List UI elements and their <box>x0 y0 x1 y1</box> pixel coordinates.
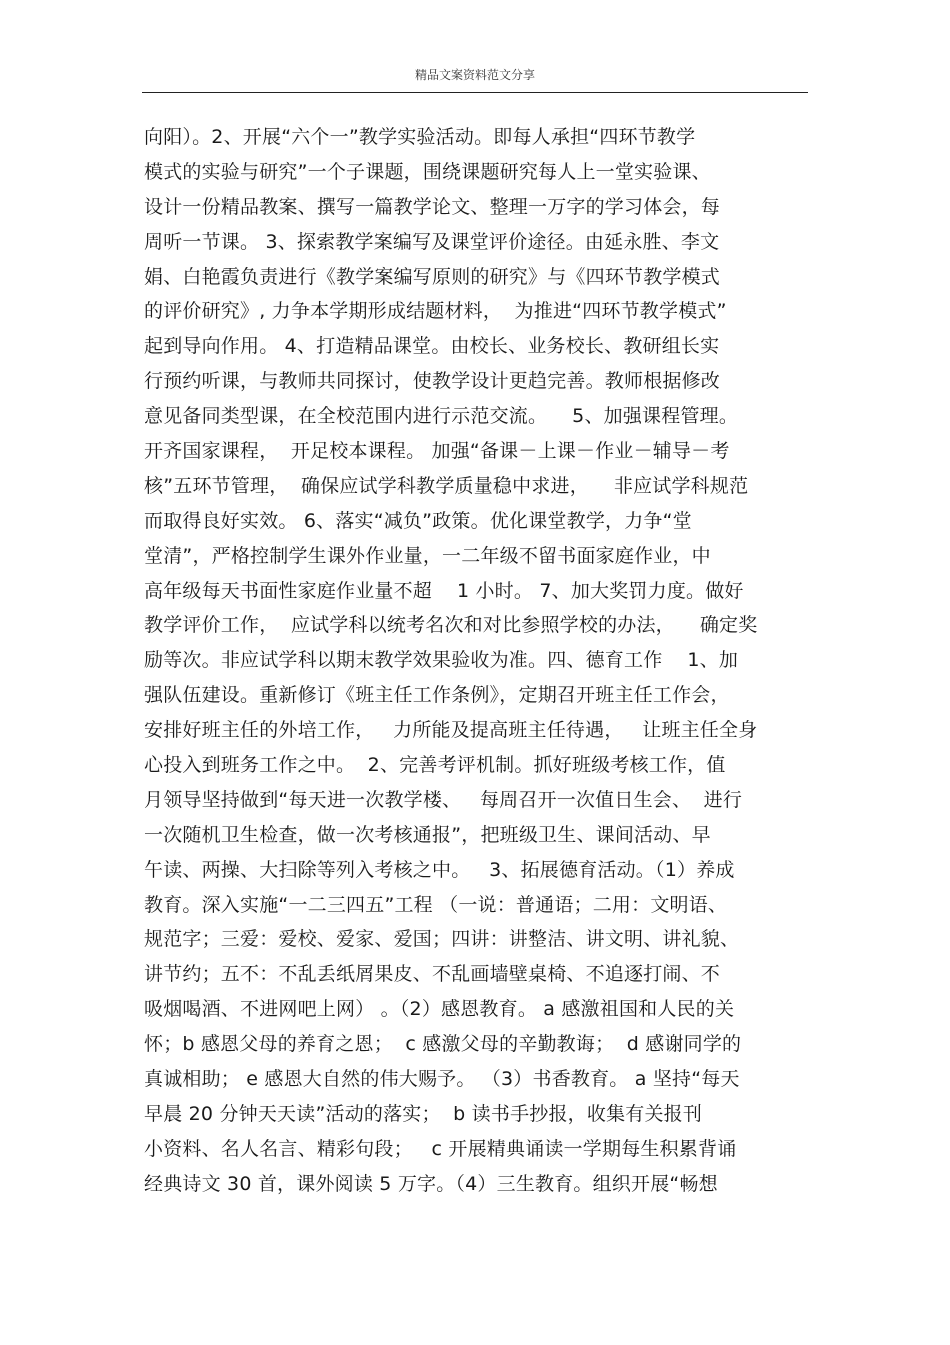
text-line: 向阳）。2、开展“六个一”教学实验活动。即每人承担“四环节教学 <box>144 126 696 148</box>
text-line: 一次随机卫生检查，做一次考核通报”，把班级卫生、课间活动、早 <box>144 823 711 846</box>
text-line: 午读、两操、大扫除等列入考核之中。 3、拓展德育活动。（1）养成 <box>144 858 735 881</box>
text-line: 吸烟喝酒、不进网吧上网） 。（2）感恩教育。 a 感激祖国和人民的关 <box>144 998 735 1021</box>
text-line: 真诚相助； e 感恩大自然的伟大赐予。 （3）书香教育。 a 坚持“每天 <box>144 1068 740 1091</box>
text-line: 起到导向作用。 4、打造精品课堂。由校长、业务校长、教研组长实 <box>144 335 720 358</box>
text-line: 周听一节课。 3、探索教学案编写及课堂评价途径。由延永胜、李文 <box>144 230 720 253</box>
text-line: 的评价研究》, 力争本学期形成结题材料， 为推进“四环节教学模式” <box>144 300 727 323</box>
text-line: 行预约听课，与教师共同探讨，使教学设计更趋完善。教师根据修改 <box>144 370 721 393</box>
header-divider <box>142 92 808 93</box>
text-line: 设计一份精品教案、撰写一篇教学论文、整理一万字的学习体会，每 <box>144 195 721 218</box>
text-line: 而取得良好实效。 6、落实“减负”政策。优化课堂教学，力争“堂 <box>144 509 692 532</box>
text-line: 励等次。非应试学科以期末教学效果验收为准。四、德育工作 1、加 <box>144 649 739 672</box>
text-line: 规范字；三爱：爱校、爱家、爱国；四讲：讲整洁、讲文明、讲礼貌、 <box>144 928 740 951</box>
text-line: 讲节约；五不：不乱丢纸屑果皮、不乱画墙壁桌椅、不追逐打闹、不 <box>144 963 721 986</box>
text-line: 经典诗文 30 首，课外阅读 5 万字。（4）三生教育。组织开展“畅想 <box>144 1172 718 1195</box>
text-line: 堂清”，严格控制学生课外作业量，一二年级不留书面家庭作业，中 <box>144 544 711 567</box>
text-line: 小资料、名人名言、精彩句段； c 开展精典诵读一学期每生积累背诵 <box>144 1137 737 1160</box>
text-line: 模式的实验与研究”一个子课题，围绕课题研究每人上一堂实验课、 <box>144 160 711 183</box>
text-line: 强队伍建设。重新修订《班主任工作条例》，定期召开班主任工作会， <box>144 684 730 707</box>
text-line: 早晨 20 分钟天天读”活动的落实； b 读书手抄报，收集有关报刊 <box>144 1102 703 1125</box>
text-line: 高年级每天书面性家庭作业量不超 1 小时。 7、加大奖罚力度。做好 <box>144 579 744 602</box>
text-line: 心投入到班务工作之中。 2、完善考评机制。抓好班级考核工作，值 <box>144 754 726 777</box>
text-line: 娟、白艳霞负责进行《教学案编写原则的研究》与《四环节教学模式 <box>144 265 721 288</box>
text-line: 教育。深入实施“一二三四五”工程 （一说：普通语；二用：文明语、 <box>144 893 728 916</box>
body-text <box>144 120 824 1202</box>
text-line: 安排好班主任的外培工作， 力所能及提高班主任待遇， 让班主任全身 <box>144 719 758 742</box>
text-line: 教学评价工作， 应试学科以统考名次和对比参照学校的办法， 确定奖 <box>144 614 758 637</box>
page-header: 精品文案资料范文分享 <box>414 68 535 82</box>
text-line: 核”五环节管理， 确保应试学科教学质量稳中求进， 非应试学科规范 <box>144 474 749 497</box>
text-line: 月领导坚持做到“每天进一次教学楼、 每周召开一次值日生会、 进行 <box>144 788 743 811</box>
text-line: 意见备同类型课，在全校范围内进行示范交流。 5、加强课程管理。 <box>144 405 739 428</box>
text-line: 开齐国家课程， 开足校本课程。 加强“备课－上课－作业－辅导－考 <box>144 440 730 463</box>
text-line: 怀；b 感恩父母的养育之恩； c 感激父母的辛勤教诲； d 感谢同学的 <box>144 1033 742 1056</box>
